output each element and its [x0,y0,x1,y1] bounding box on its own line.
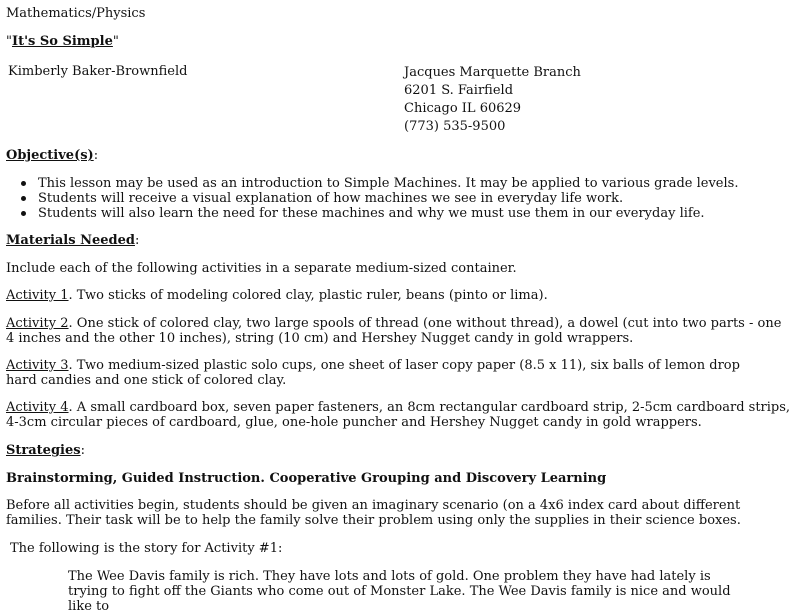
materials-colon: : [134,233,140,248]
activity-4-text: . A small cardboard box, seven paper fasteners, an 8cm rectangular cardboard strip, 2-5cm cardboard strips, 4-3cm circular pieces of cardboard, glue, one-hole puncher and Hershey Nugget candy in gold wrappers. [6,400,791,430]
strategies-colon: : [80,443,85,458]
objectives-list [38,176,798,221]
title-text: It's So Simple [11,34,113,49]
materials-heading-text: Materials Needed [6,233,135,248]
activity-3-text: . Two medium-sized plastic solo cups, one sheet of laser copy paper (8.5 x 11), six balls of lemon drop hard candies and one stick of colored clay. [6,358,740,388]
materials-heading [6,233,139,248]
title-close-quote: " [112,34,119,49]
address-line-4: (773) 535-9500 [404,119,506,134]
activity-4 [6,400,796,430]
strategies-paragraph: Before all activities begin, students should be given an imaginary scenario (on a 4x6 index card about different families. Their task will be to help the family solve their problem using only the supplies in their science boxes. [6,498,741,528]
activity-3 [6,358,766,388]
subject-line: Mathematics/Physics [6,6,146,21]
activity-1-label: Activity 1 [6,288,69,303]
activity-2-text: . One stick of colored clay, two large spools of thread (one without thread), a dowel (cut into two parts - one 4 inches and the other 10 inches), string (10 cm) and Hershey Nugget candy in gold wrappers. [6,316,782,346]
objectives-colon: : [93,148,99,163]
strategies-heading-text: Strategies [6,443,81,458]
objective-item: Students will receive a visual explanation of how machines we see in everyday life work. [38,191,798,206]
objectives-heading-text: Objective(s) [6,148,94,163]
author-name: Kimberly Baker-Brownfield [8,64,188,79]
materials-intro: Include each of the following activities in a separate medium-sized container. [6,261,517,276]
activity-2-label: Activity 2 [6,316,69,331]
address-line-1: Jacques Marquette Branch [404,65,581,80]
address-line-2: 6201 S. Fairfield [404,83,514,98]
strategies-heading [6,443,85,458]
lesson-title [6,34,119,49]
address-line-3: Chicago IL 60629 [404,101,522,116]
activity-4-label: Activity 4 [6,400,69,415]
activity-1-text: . Two sticks of modeling colored clay, plastic ruler, beans (pinto or lima). [68,288,548,303]
story-text: The Wee Davis family is rich. They have lots and lots of gold. One problem they have had lately is trying to fight off the Giants who come out of Monster Lake. The Wee Davis family is nice and would like to [68,569,731,614]
strategies-subheading: Brainstorming, Guided Instruction. Cooperative Grouping and Discovery Learning [6,471,607,486]
activity-2 [6,316,784,346]
objectives-heading [6,148,98,163]
title-open-quote: " [6,34,12,49]
objective-item: This lesson may be used as an introduction to Simple Machines. It may be applied to various grade levels. [38,176,798,191]
school-address [404,64,581,136]
activity-1 [6,288,796,303]
story-intro: The following is the story for Activity #1: [10,541,283,556]
objective-item: Students will also learn the need for these machines and why we must use them in our everyday life. [38,206,798,221]
activity-3-label: Activity 3 [6,358,69,373]
